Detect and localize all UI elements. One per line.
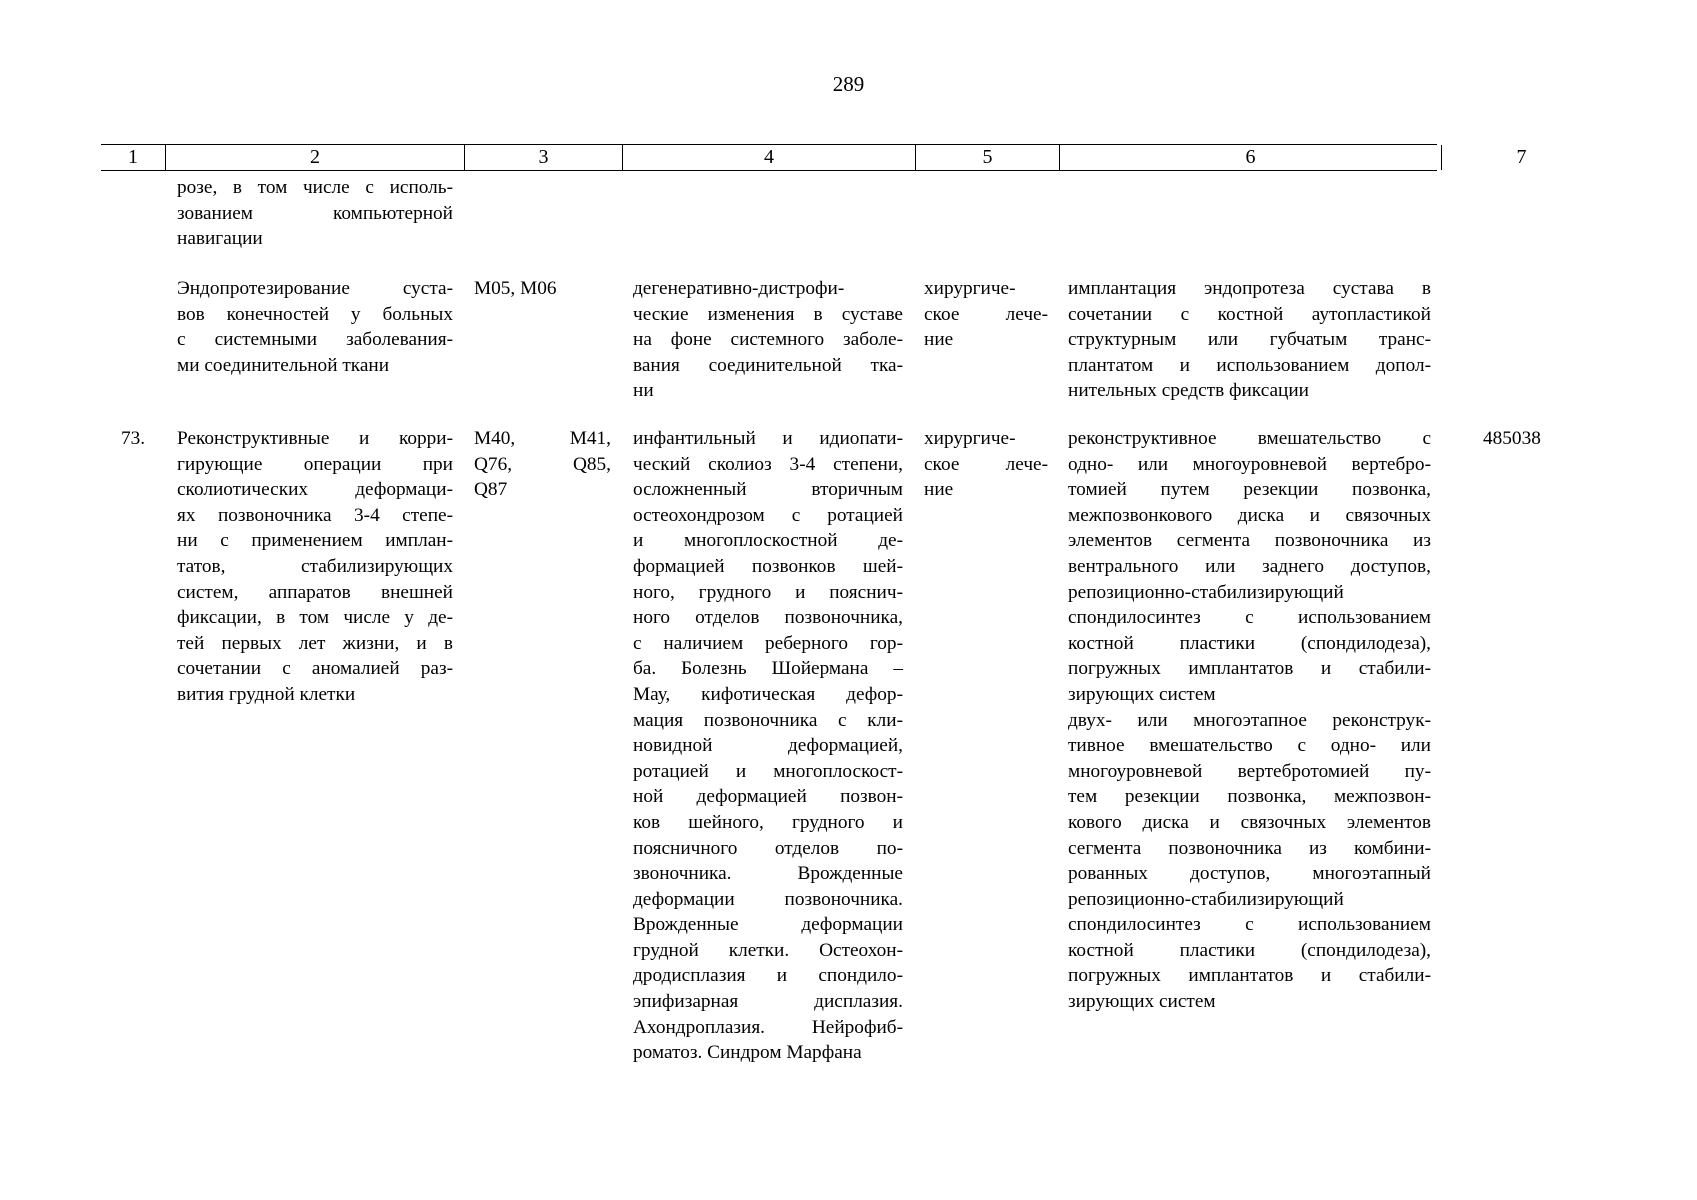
column-header-5: 5 <box>915 145 1059 170</box>
cell-line: рованных доступов, многоэтапный <box>1068 863 1431 885</box>
cell-line: остеохондрозом с ротацией <box>633 504 903 526</box>
table-cell-column-7: 485038 <box>1483 428 1541 449</box>
cell-line: ях позвоночника 3-4 степе- <box>177 504 453 526</box>
cell-line: и многоплоскостной де- <box>633 530 903 552</box>
cell-line: ми соединительной ткани <box>177 354 390 376</box>
cell-line: двух- или многоэтапное реконструк- <box>1068 709 1431 731</box>
cell-line: мация позвоночника с кли- <box>633 709 903 731</box>
column-header-7: 7 <box>1441 145 1601 170</box>
cell-line: Q76, Q85, <box>474 453 611 475</box>
cell-line: формацией позвонков шей- <box>633 555 903 577</box>
cell-line: Эндопротезирование суста- <box>177 278 453 299</box>
column-header-4: 4 <box>622 145 915 170</box>
cell-line: фиксации, в том числе у де- <box>177 607 453 629</box>
cell-line: тем резекции позвонка, межпозвон- <box>1068 786 1431 808</box>
cell-line: сочетании с костной аутопластикой <box>1068 303 1431 325</box>
cell-line: погружных имплантатов и стабили- <box>1068 658 1431 680</box>
cell-line: тивное вмешательство с одно- или <box>1068 735 1431 757</box>
table-cell-column-3 <box>474 276 611 302</box>
table-cell-column-5 <box>924 426 1048 503</box>
cell-line: зирующих систем <box>1068 991 1216 1013</box>
cell-line: ков шейного, грудного и <box>633 811 903 833</box>
table-cell-column-1: 73. <box>121 428 146 449</box>
cell-line: розе, в том числе с исполь- <box>177 177 453 198</box>
cell-line: Врожденные деформации <box>633 914 903 936</box>
cell-line: татов, стабилизирующих <box>177 555 453 577</box>
cell-line: эпифизарная дисплазия. <box>633 991 903 1013</box>
column-header-1: 1 <box>128 146 138 168</box>
cell-line: дродисплазия и спондило- <box>633 965 903 987</box>
cell-line: сколиотических деформаци- <box>177 479 453 501</box>
cell-line: костной пластики (спондилодеза), <box>1068 632 1431 654</box>
cell-line: поясничного отделов по- <box>633 837 903 859</box>
cell-line: грудной клетки. Остеохон- <box>633 939 903 961</box>
cell-line: спондилосинтез с использованием <box>1068 914 1431 936</box>
cell-line: плантатом и использованием допол- <box>1068 354 1431 376</box>
cell-line: зирующих систем <box>1068 683 1216 705</box>
table-cell-column-2 <box>177 276 453 378</box>
cell-line: ни с применением имплан- <box>177 530 453 552</box>
cell-line: ние <box>924 329 954 351</box>
cell-line: одно- или многоуровневой вертебро- <box>1068 453 1431 475</box>
cell-line: ческий сколиоз 3-4 степени, <box>633 453 903 475</box>
cell-line: структурным или губчатым транс- <box>1068 329 1431 351</box>
column-header-3: 3 <box>464 145 622 170</box>
cell-line: костной пластики (спондилодеза), <box>1068 939 1431 961</box>
table-cell-column-3 <box>474 426 611 503</box>
cell-line: Ахондроплазия. Нейрофиб- <box>633 1016 903 1038</box>
table-cell-column-4 <box>633 426 903 1066</box>
cell-line: ного отделов позвоночника, <box>633 607 903 629</box>
page-number: 289 <box>832 72 865 96</box>
cell-line: вентрального или заднего доступов, <box>1068 555 1431 577</box>
cell-line: Реконструктивные и корри- <box>177 428 453 449</box>
cell-line: погружных имплантатов и стабили- <box>1068 965 1431 987</box>
cell-line: томией путем резекции позвонка, <box>1068 479 1431 501</box>
cell-line: межпозвонкового диска и связочных <box>1068 504 1431 526</box>
cell-line: репозиционно-стабилизирующий <box>1068 581 1344 603</box>
cell-line: ротацией и многоплоскост- <box>633 760 903 782</box>
cell-line: вов конечностей у больных <box>177 303 453 325</box>
table-cell-column-6 <box>1068 426 1431 1015</box>
table-header-row <box>101 144 1527 171</box>
cell-line: ного, грудного и пояснич- <box>633 581 903 603</box>
cell-line: ной деформацией позвон- <box>633 786 903 808</box>
cell-line: репозиционно-стабилизирующий <box>1068 888 1344 910</box>
table-cell-column-2 <box>177 175 453 252</box>
cell-line: вания соединительной тка- <box>633 354 903 376</box>
cell-line: сочетании с аномалией раз- <box>177 658 453 680</box>
cell-line: с наличием реберного гор- <box>633 632 903 654</box>
cell-line: хирургиче- <box>924 428 1016 449</box>
cell-line: сегмента позвоночника из комбини- <box>1068 837 1431 859</box>
cell-line: систем, аппаратов внешней <box>177 581 453 603</box>
cell-line: навигации <box>177 228 263 250</box>
cell-line: зованием компьютерной <box>177 202 453 224</box>
cell-line: роматоз. Синдром Марфана <box>633 1042 862 1064</box>
cell-line: ческие изменения в суставе <box>633 303 903 325</box>
cell-line: инфантильный и идиопати- <box>633 428 903 449</box>
cell-line: деформации позвоночника. <box>633 888 903 910</box>
cell-line: кового диска и связочных элементов <box>1068 811 1431 833</box>
table-cell-column-6 <box>1068 276 1431 404</box>
cell-line: Q87 <box>474 479 508 501</box>
cell-line: ское лече- <box>924 303 1048 325</box>
column-header-2: 2 <box>165 145 464 170</box>
cell-line: ба. Болезнь Шойермана – <box>633 658 903 680</box>
cell-line: хирургиче- <box>924 278 1016 299</box>
cell-line: ское лече- <box>924 453 1048 475</box>
cell-line: M40, M41, <box>474 428 611 449</box>
cell-line: с системными заболевания- <box>177 329 453 351</box>
table-cell-column-2 <box>177 426 453 708</box>
cell-line: нительных средств фиксации <box>1068 380 1309 402</box>
cell-line: реконструктивное вмешательство с <box>1068 428 1431 449</box>
cell-line: тей первых лет жизни, и в <box>177 632 453 654</box>
cell-line: имплантация эндопротеза сустава в <box>1068 278 1431 299</box>
cell-line: ние <box>924 479 954 501</box>
cell-line: гирующие операции при <box>177 453 453 475</box>
cell-line: на фоне системного заболе- <box>633 329 903 351</box>
cell-line: M05, M06 <box>474 278 557 299</box>
cell-line: спондилосинтез с использованием <box>1068 607 1431 629</box>
cell-line: многоуровневой вертебротомией пу- <box>1068 760 1431 782</box>
cell-line: ни <box>633 380 654 402</box>
cell-line: вития грудной клетки <box>177 683 356 705</box>
cell-line: дегенеративно-дистрофи- <box>633 278 845 299</box>
table-cell-column-4 <box>633 276 903 404</box>
cell-line: новидной деформацией, <box>633 735 903 757</box>
cell-line: элементов сегмента позвоночника из <box>1068 530 1431 552</box>
table-cell-column-5 <box>924 276 1048 353</box>
cell-line: Мау, кифотическая дефор- <box>633 683 903 705</box>
cell-line: осложненный вторичным <box>633 479 903 501</box>
cell-line: звоночника. Врожденные <box>633 863 903 885</box>
column-header-6: 6 <box>1059 145 1441 170</box>
